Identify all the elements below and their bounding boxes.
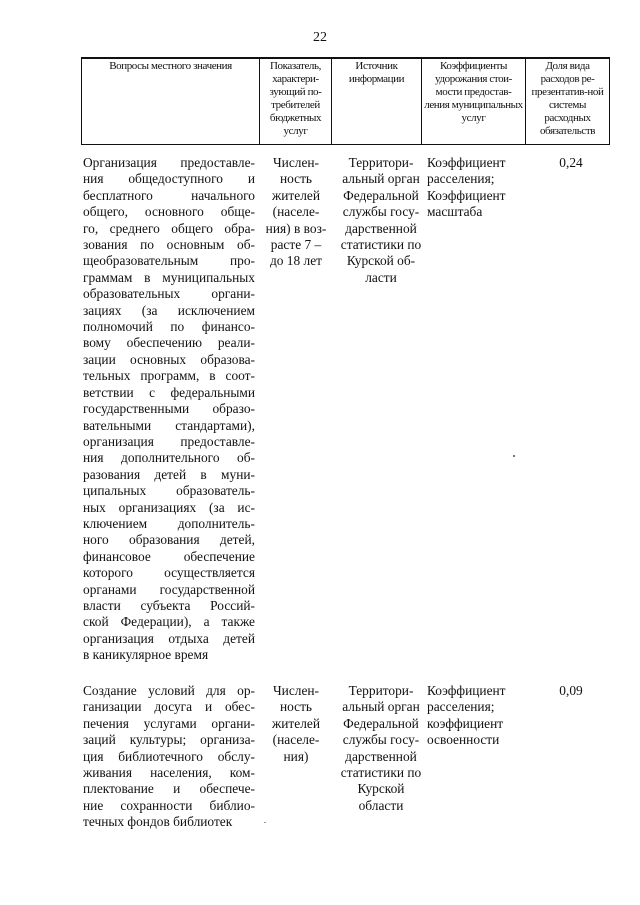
source-line: дарственной (345, 220, 417, 236)
question-line: ской Федерации), а также (83, 614, 255, 630)
coefficient-line: Коэффициент (427, 187, 506, 203)
question-line: ных организациях (за ис- (83, 499, 255, 515)
question-line: власти субъекта Россий- (83, 597, 255, 613)
source-line: службы госу- (342, 732, 420, 748)
question-line: ключением дополнитель- (83, 515, 255, 531)
question-line: течных фондов библиотек (83, 814, 233, 830)
question-line: щеобразовательным про- (83, 253, 255, 269)
table-header (81, 57, 610, 145)
indicator-cell (263, 683, 329, 765)
header-local-questions: Вопросы местного значения (82, 58, 260, 144)
indicator-line: жителей (271, 715, 320, 731)
question-line: ция библиотечного обслу- (83, 748, 255, 764)
question-line: зациях (за исключением (83, 302, 255, 318)
source-line: службы госу- (342, 204, 420, 220)
question-line: ного образования детей, (83, 532, 255, 548)
question-line: Создание условий для ор- (83, 683, 255, 698)
question-line: образовательных органи- (83, 286, 255, 302)
question-cell (83, 155, 255, 664)
coefficient-cell (427, 155, 529, 221)
question-line: Организация предоставле- (83, 155, 255, 170)
question-line: бесплатного начального (83, 187, 255, 203)
question-line: заций культуры; организа- (83, 732, 255, 748)
question-line: ветствии с федеральными (83, 384, 255, 400)
indicator-line: ность (279, 699, 313, 715)
scan-artifact (264, 822, 266, 823)
question-line: тельных программ, в соот- (83, 368, 255, 384)
source-line: Территори- (348, 683, 414, 698)
question-line: вательными стандартами), (83, 417, 255, 433)
coefficient-line: расселения; (427, 699, 495, 715)
source-line: статистики по (340, 765, 422, 781)
question-line: ния общедоступного и (83, 171, 255, 187)
coefficient-line: масштаба (427, 204, 483, 220)
source-line: Федеральной (343, 187, 419, 203)
share-cell: 0,09 (559, 683, 583, 698)
question-line: живания населения, ком- (83, 765, 255, 781)
question-line: зования по основным об- (83, 237, 255, 253)
source-line: альный орган (342, 171, 420, 187)
question-line: финансовое обеспечение (83, 548, 255, 564)
source-cell (337, 155, 425, 286)
question-line: организация отдыха детей (83, 630, 255, 646)
question-line: ципальных образователь- (83, 483, 255, 499)
header-information-source: Источник информации (332, 58, 422, 144)
coefficient-line: коэффициент (427, 715, 504, 731)
question-line: которого осуществляется (83, 565, 255, 581)
question-line: печения услугами органи- (83, 715, 255, 731)
indicator-cell (263, 155, 329, 270)
question-line: вому обеспечению реали- (83, 335, 255, 351)
page-number: 22 (313, 30, 327, 45)
header-expense-share: Доля вида расходов ре-презентатив-ной системы расходных обязательств (526, 58, 610, 144)
indicator-line: ность (279, 171, 313, 187)
question-line: разования детей в муни- (83, 466, 255, 482)
indicator-line: до 18 лет (269, 253, 323, 269)
question-cell (83, 683, 255, 831)
source-line: альный орган (342, 699, 420, 715)
coefficient-line: освоенности (427, 732, 500, 748)
coefficient-line: Коэффициент (427, 683, 506, 698)
question-line: общего, основного обще- (83, 204, 255, 220)
source-cell (337, 683, 425, 814)
indicator-line: расте 7 – (270, 237, 322, 253)
question-line: полномочий по финансо- (83, 319, 255, 335)
scan-artifact (513, 455, 515, 457)
source-line: Курской об- (346, 253, 416, 269)
question-line: ние сохранности библио- (83, 797, 255, 813)
source-line: Федеральной (343, 715, 419, 731)
coefficient-line: расселения; (427, 171, 495, 187)
indicator-line: Числен- (272, 155, 320, 170)
indicator-line: ния) в воз- (265, 220, 327, 236)
source-line: статистики по (340, 237, 422, 253)
question-line: ганизации досуга и обес- (83, 699, 255, 715)
share-cell: 0,24 (559, 155, 583, 170)
question-line: государственными образо- (83, 401, 255, 417)
question-line: го, среднего общего обра- (83, 220, 255, 236)
source-line: ласти (365, 269, 397, 285)
source-line: области (358, 797, 404, 813)
source-line: Курской (357, 781, 405, 797)
coefficient-cell (427, 683, 529, 749)
question-line: организация предоставле- (83, 433, 255, 449)
question-line: граммам в муниципальных (83, 269, 255, 285)
indicator-line: ния) (283, 748, 309, 764)
header-cost-coefficients: Коэффициенты удорожания стои-мости предостав-ления муниципальных услуг (422, 58, 526, 144)
question-line: органами государственной (83, 581, 255, 597)
indicator-line: (населе- (272, 732, 320, 748)
coefficient-line: Коэффициент (427, 155, 506, 170)
question-line: зации основных образова- (83, 351, 255, 367)
indicator-line: жителей (271, 187, 320, 203)
source-line: дарственной (345, 748, 417, 764)
header-consumer-indicator: Показатель, характери-зующий по-требителей бюджетных услуг (260, 58, 332, 144)
indicator-line: Числен- (272, 683, 320, 698)
indicator-line: (населе- (272, 204, 320, 220)
question-line: плектование и обеспече- (83, 781, 255, 797)
question-line: ния дополнительного об- (83, 450, 255, 466)
question-line: в каникулярное время (83, 647, 209, 663)
source-line: Территори- (348, 155, 414, 170)
